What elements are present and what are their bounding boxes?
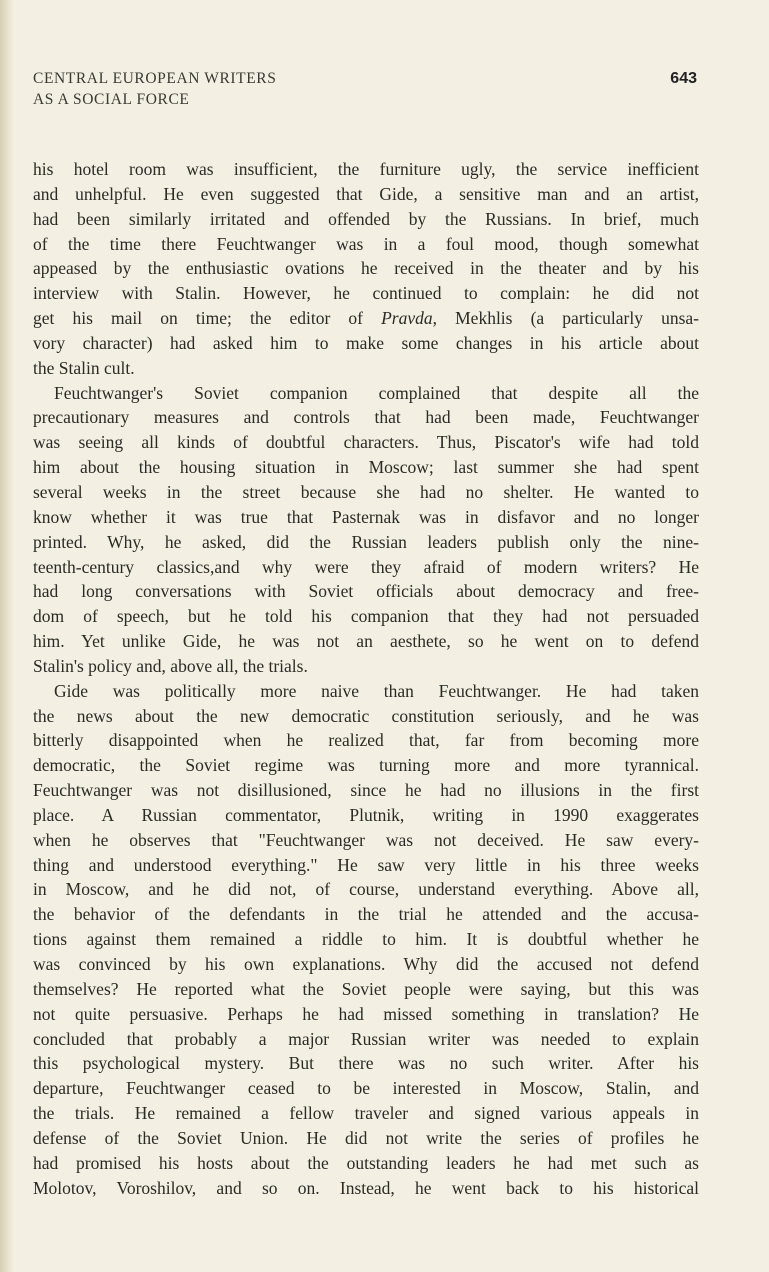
text-line: concluded that probably a major Russian writer was needed to explain <box>33 1028 699 1049</box>
running-head <box>33 68 699 110</box>
text-line: Gide was politically more naive than Feuchtwanger. He had taken <box>54 680 699 701</box>
text-line: was convinced by his own explanations. Why did the accused not defend <box>33 954 699 974</box>
newspaper-title: Pravda <box>381 308 433 329</box>
text-line: had promised his hosts about the outstanding leaders he had met such as <box>33 1152 699 1173</box>
text-line: when he observes that "Feuchtwanger was not deceived. He saw every- <box>33 829 699 850</box>
text-line: get his mail on time; the editor of Pravda, Mekhlis (a particularly unsa- <box>33 308 699 329</box>
text-line: interview with Stalin. However, he continued to complain: he did not <box>33 283 699 304</box>
running-head-line-1: CENTRAL EUROPEAN WRITERS <box>33 70 277 87</box>
text-line: defense of the Soviet Union. He did not write the series of profiles he <box>33 1127 699 1148</box>
text-line: of the time there Feuchtwanger was in a foul mood, though somewhat <box>33 233 699 254</box>
text-line: dom of speech, but he told his companion that they had not persuaded <box>33 606 699 627</box>
text-line: and unhelpful. He even suggested that Gide, a sensitive man and an artist, <box>33 183 699 204</box>
text-line: him. Yet unlike Gide, he was not an aesthete, so he went on to defend <box>33 631 699 652</box>
text-line: not quite persuasive. Perhaps he had missed something in translation? He <box>33 1003 699 1024</box>
text-line: thing and understood everything." He saw very little in his three weeks <box>33 854 699 875</box>
text-line: departure, Feuchtwanger ceased to be interested in Moscow, Stalin, and <box>33 1078 699 1099</box>
running-head-line-2: AS A SOCIAL FORCE <box>33 91 190 108</box>
body-text <box>33 157 699 1200</box>
text-line: Molotov, Voroshilov, and so on. Instead, he went back to his historical <box>33 1177 699 1198</box>
text-line: the news about the new democratic constitution seriously, and he was <box>33 705 699 726</box>
text-line: the Stalin cult. <box>33 357 135 378</box>
text-line: the behavior of the defendants in the trial he attended and the accusa- <box>33 904 699 925</box>
text-line: tions against them remained a riddle to him. It is doubtful whether he <box>33 929 699 950</box>
text-line: printed. Why, he asked, did the Russian leaders publish only the nine- <box>33 531 699 552</box>
text-line: was seeing all kinds of doubtful characters. Thus, Piscator's wife had told <box>33 432 699 453</box>
text-line: in Moscow, and he did not, of course, understand everything. Above all, <box>33 879 699 900</box>
text-line: several weeks in the street because she had no shelter. He wanted to <box>33 481 699 502</box>
text-line: democratic, the Soviet regime was turning more and more tyrannical. <box>33 755 699 776</box>
text-line: the trials. He remained a fellow traveler and signed various appeals in <box>33 1103 699 1124</box>
text-line: Stalin's policy and, above all, the trials. <box>33 655 308 676</box>
text-line: place. A Russian commentator, Plutnik, writing in 1990 exaggerates <box>33 804 699 825</box>
page-binding-edge <box>0 0 14 1272</box>
page-number: 643 <box>670 70 697 87</box>
text-line: his hotel room was insufficient, the furniture ugly, the service inefficient <box>33 159 699 179</box>
text-line: Feuchtwanger was not disillusioned, since he had no illusions in the first <box>33 780 699 801</box>
text-line: vory character) had asked him to make some changes in his article about <box>33 332 699 353</box>
text-line: bitterly disappointed when he realized that, far from becoming more <box>33 730 699 751</box>
text-line: him about the housing situation in Moscow; last summer she had spent <box>33 457 699 478</box>
text-line: precautionary measures and controls that had been made, Feuchtwanger <box>33 407 699 428</box>
text-line: had been similarly irritated and offended by the Russians. In brief, much <box>33 208 699 229</box>
text-line: know whether it was true that Pasternak was in disfavor and no longer <box>33 506 699 527</box>
text-line: appeased by the enthusiastic ovations he received in the theater and by his <box>33 258 699 279</box>
text-line: had long conversations with Soviet officials about democracy and free- <box>33 581 699 602</box>
text-line: Feuchtwanger's Soviet companion complained that despite all the <box>54 382 699 403</box>
text-line: this psychological mystery. But there was no such writer. After his <box>33 1053 699 1074</box>
text-line: themselves? He reported what the Soviet people were saying, but this was <box>33 978 699 999</box>
text-line: teenth-century classics,and why were they afraid of modern writers? He <box>33 556 699 577</box>
book-page <box>33 0 699 1272</box>
